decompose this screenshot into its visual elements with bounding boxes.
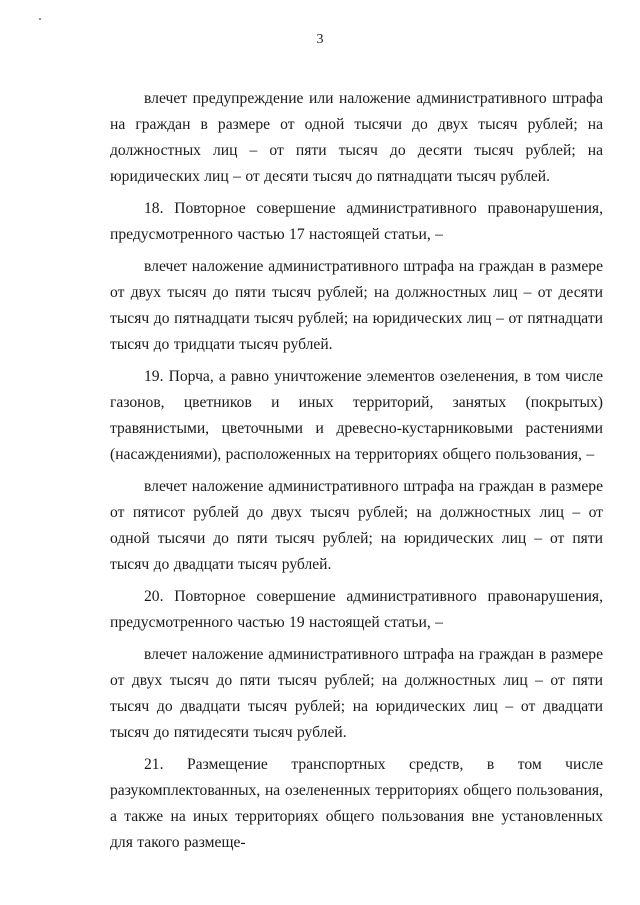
page-number: 3 <box>316 32 324 47</box>
paragraph-penalty-18: влечет наложение административного штрафа на граждан в размере от двух тысяч до пяти тысяч рублей; на должностных лиц – от десяти тысяч до пятнадцати тысяч рублей; на юридических лиц – от пятнадцати тысяч до тридцати тысяч рублей. <box>110 258 603 353</box>
document-body <box>110 86 603 862</box>
paragraph-item-18: 18. Повторное совершение административного правонарушения, предусмотренного частью 17 настоящей статьи, – <box>110 200 603 243</box>
scan-speck <box>39 18 41 20</box>
paragraph-penalty-20: влечет наложение административного штрафа на граждан в размере от двух тысяч до пяти тысяч рублей; на должностных лиц – от пяти тысяч до двадцати тысяч рублей; на юридических лиц – от двадцати тысяч до пятидесяти тысяч рублей. <box>110 646 603 741</box>
paragraph-item-19: 19. Порча, а равно уничтожение элементов озеленения, в том числе газонов, цветников и иных территорий, занятых (покрытых) травянистыми, цветочными и древесно-кустарниковыми растениями (насаждениями), расположенных на территориях общего пользования, – <box>110 368 603 463</box>
paragraph-item-20: 20. Повторное совершение административного правонарушения, предусмотренного частью 19 настоящей статьи, – <box>110 588 603 631</box>
paragraph-penalty-17: влечет предупреждение или наложение административного штрафа на граждан в размере от одной тысячи до двух тысяч рублей; на должностных лиц – от пяти тысяч до десяти тысяч рублей; на юридических лиц – от десяти тысяч до пятнадцати тысяч рублей. <box>110 90 603 185</box>
paragraph-item-21: 21. Размещение транспортных средств, в том числе разукомплектованных, на озелененных территориях общего пользования, а также на иных территориях общего пользования вне установленных для такого размеще- <box>110 756 603 851</box>
paragraph-penalty-19: влечет наложение административного штрафа на граждан в размере от пятисот рублей до двух тысяч рублей; на должностных лиц – от одной тысячи до пяти тысяч рублей; на юридических лиц – от пяти тысяч до двадцати тысяч рублей. <box>110 478 603 573</box>
